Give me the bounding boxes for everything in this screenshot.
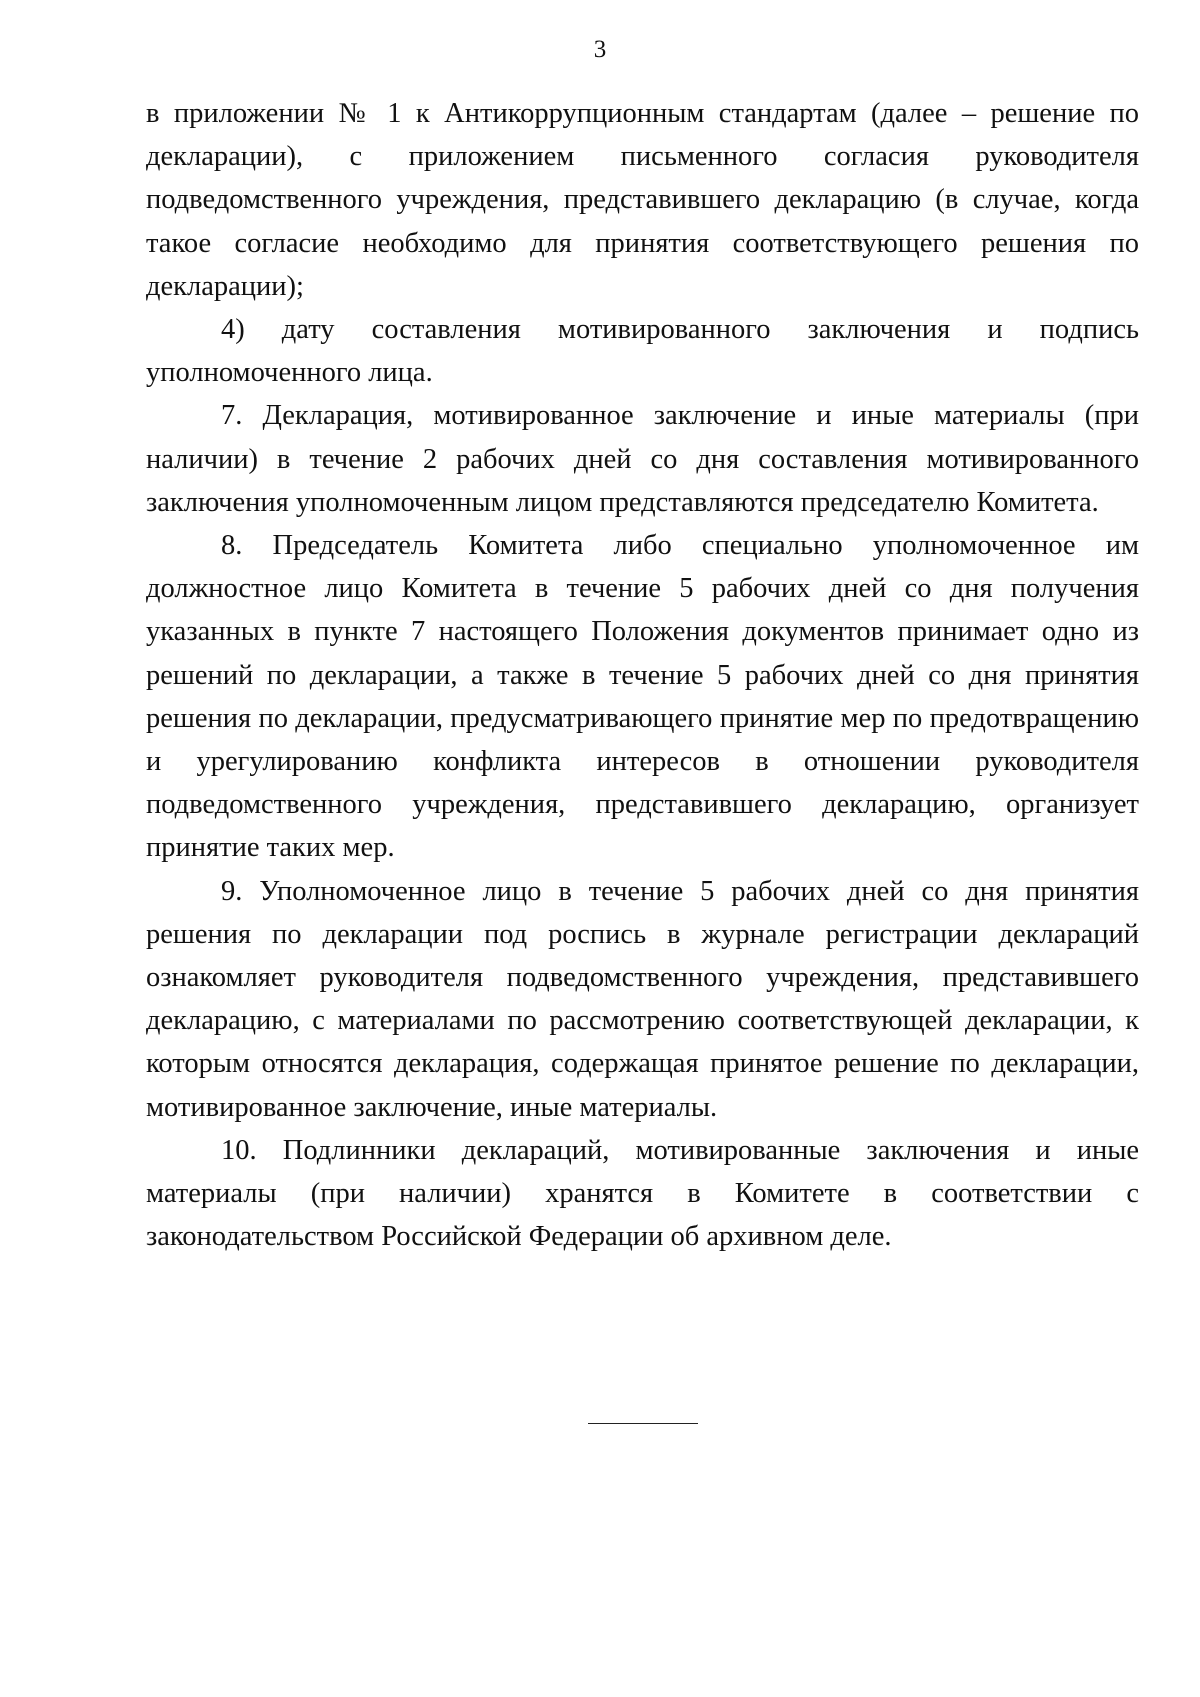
document-body xyxy=(146,92,1139,1258)
paragraph-9: 9. Уполномоченное лицо в течение 5 рабочих дней со дня принятия решения по декларации под роспись в журнале регистрации деклараций ознакомляет руководителя подведомственного учреждения, представившего декларацию, с материалами по рассмотрению соответствующей декларации, к которым относятся декларация, содержащая принятое решение по декларации, мотивированное заключение, иные материалы. xyxy=(146,875,1139,1123)
paragraph-continuation: в приложении № 1 к Антикоррупционным стандартам (далее – решение по декларации), с приложением письменного согласия руководителя подведомственного учреждения, представившего декларацию (в случае, когда такое согласие необходимо для принятия соответствующего решения по декларации); xyxy=(146,98,1139,302)
paragraph-item-4: 4) дату составления мотивированного заключения и подпись уполномоченного лица. xyxy=(146,314,1139,389)
paragraph-10: 10. Подлинники деклараций, мотивированные заключения и иные материалы (при наличии) хранятся в Комитете в соответствии с законодательством Российской Федерации об архивном деле. xyxy=(146,1134,1139,1253)
paragraph-8: 8. Председатель Комитета либо специально уполномоченное им должностное лицо Комитета в течение 5 рабочих дней со дня получения указанных в пункте 7 настоящего Положения документов принимает одно из решений по декларации, а также в течение 5 рабочих дней со дня принятия решения по декларации, предусматривающего принятие мер по предотвращению и урегулированию конфликта интересов в отношении руководителя подведомственного учреждения, представившего декларацию, организует принятие таких мер. xyxy=(146,530,1139,864)
page-number: 3 xyxy=(593,36,607,63)
paragraph-7: 7. Декларация, мотивированное заключение и иные материалы (при наличии) в течение 2 рабочих дней со дня составления мотивированного заключения уполномоченным лицом представляются председателю Комитета. xyxy=(146,400,1139,518)
end-of-document-rule xyxy=(588,1423,698,1424)
